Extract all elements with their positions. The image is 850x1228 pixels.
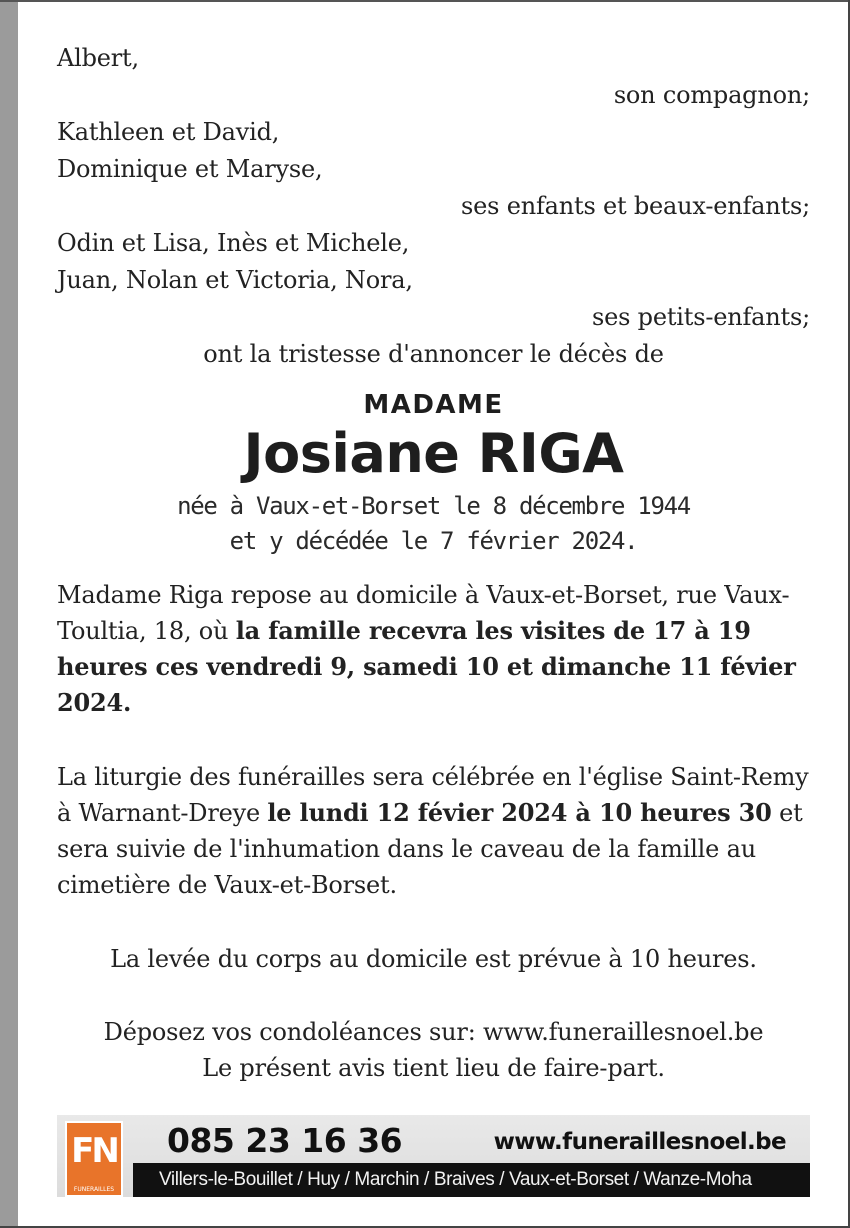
announcement: ont la tristesse d'annoncer le décès de xyxy=(203,340,664,368)
partner-name: Albert, xyxy=(57,44,139,72)
deceased-name: Josiane RIGA xyxy=(243,422,624,485)
birth-line: née à Vaux-et-Borset le 8 décembre 1944 xyxy=(177,492,690,520)
top-border xyxy=(0,0,850,2)
left-border xyxy=(0,0,18,1228)
website-link[interactable]: www.funeraillesnoel.be xyxy=(493,1129,786,1155)
grandchildren-role: ses petits-enfants; xyxy=(592,303,810,331)
condolences-line: Déposez vos condoléances sur: www.funeraillesnoel.be xyxy=(103,1018,764,1046)
children-line: Kathleen et David, xyxy=(57,118,280,146)
grandchildren-line: Odin et Lisa, Inès et Michele, xyxy=(57,229,410,257)
partner-role: son compagnon; xyxy=(613,81,810,109)
funeral-text: La liturgie des funérailles sera célébrée en l'église Saint-Remy à Warnant-Dreye xyxy=(57,763,809,827)
funeral-home-logo xyxy=(65,1121,123,1197)
grandchildren-line: Juan, Nolan et Victoria, Nora, xyxy=(57,266,413,294)
locations-text: Villers-le-Bouillet / Huy / Marchin / Braives / Vaux-et-Borset / Wanze-Moha xyxy=(159,1169,752,1190)
obituary-body xyxy=(57,40,810,1086)
condolences-block xyxy=(57,1014,810,1086)
funeral-paragraph xyxy=(57,759,810,903)
death-line: et y décédée le 7 février 2024. xyxy=(229,527,638,555)
visits-bold-text: la famille recevra les visites de 17 à 19 heures ces vendredi 9, samedi 10 et dimanche 11 févier 2024. xyxy=(57,616,796,717)
visits-text: Madame Riga repose au domicile à Vaux-et-Borset, rue Vaux-Toultia, 18, où xyxy=(57,581,790,645)
notice-line: Le présent avis tient lieu de faire-part. xyxy=(202,1054,665,1082)
levee-line: La levée du corps au domicile est prévue à 10 heures. xyxy=(110,945,757,973)
funeral-bold-text: le lundi 12 févier 2024 à 10 heures 30 xyxy=(267,798,772,827)
logo-letters: FN xyxy=(71,1131,117,1171)
logo-caption: FUNERAILLES xyxy=(73,1186,115,1193)
funeral-text-after: et sera suivie de l'inhumation dans le caveau de la famille au cimetière de Vaux-et-Borset. xyxy=(57,799,803,899)
phone-number: 085 23 16 36 xyxy=(167,1121,403,1160)
children-role: ses enfants et beaux-enfants; xyxy=(461,192,810,220)
visits-paragraph xyxy=(57,577,810,721)
funeral-home-banner xyxy=(57,1115,810,1197)
children-line: Dominique et Maryse, xyxy=(57,155,323,183)
deceased-title: MADAME xyxy=(363,390,504,420)
